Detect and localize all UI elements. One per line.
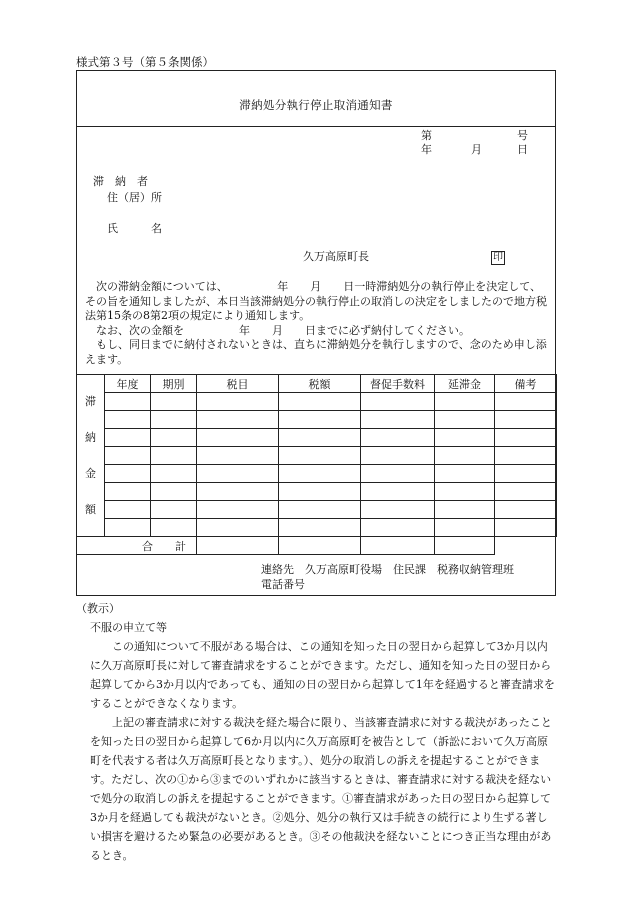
instructions-subheading: 不服の申立て等 bbox=[90, 621, 167, 634]
name-label: 氏 名 bbox=[107, 222, 162, 235]
notice-frame bbox=[76, 70, 556, 596]
instructions-heading: （教示） bbox=[76, 602, 120, 615]
total-remarks bbox=[435, 537, 495, 555]
seal-area bbox=[487, 250, 505, 265]
instructions-paragraph: この通知について不服がある場合は、この通知を知った日の翌日から起算して3か月以内に久万高原町長に対して審査請求をすることができます。ただし、通知を知った日の翌日から起算してから3か月以内であっても、通知の日の翌日から起算して1年を経過すると審査請求をすることができなくなります。 bbox=[90, 640, 555, 710]
table-row bbox=[77, 411, 557, 429]
date-month-label: 月 bbox=[471, 143, 482, 156]
form-label: 様式第３号（第５条関係） bbox=[76, 55, 214, 69]
instructions-paragraph: 上記の審査請求に対する裁決を経た場合に限り、当該審査請求に対する裁決があったことを知った日の翌日から起算して6か月以内に久万高原町を被告として（訴訟において久万高原町を代表する者は久万高原町長となります。）、処分の取消しの訴えを提起することができます。ただし、次の①から③までのいずれかに該当するときは、審査請求に対する裁決を経ないで処分の取消しの訴えを提起することができます。①審査請求があった日の翌日から起算して3か月を経過しても裁決がないとき。②処分、処分の執行又は手続きの続行により生ずる著しい損害を避けるため緊急の必要があるとき。③その他裁決を経ないことにつき正当な理由があるとき。 bbox=[90, 716, 552, 862]
header-late-charge: 延滞金 bbox=[435, 375, 495, 393]
table-total-row bbox=[77, 537, 557, 555]
total-reminder-fee bbox=[279, 537, 361, 555]
table-row bbox=[77, 393, 557, 411]
appeal-instructions bbox=[76, 599, 556, 865]
body-paragraph: 次の滞納金額については、 年 月 日一時滞納処分の執行停止を決定して、その旨を通知しましたが、本日当該滞納処分の執行停止の取消しの決定をしましたので地方税法第15条の8第2項の規定により通知します。 bbox=[85, 280, 547, 322]
arrears-side-label: 滞 納 金 額 bbox=[77, 375, 105, 537]
body-paragraph: なお、次の金額を 年 月 日までに必ず納付してください。 bbox=[85, 323, 470, 337]
number-label: 第 bbox=[421, 129, 432, 142]
title-divider bbox=[77, 126, 555, 127]
table-row bbox=[77, 519, 557, 537]
date-day-label: 日 bbox=[517, 143, 528, 156]
number-suffix: 号 bbox=[517, 129, 528, 142]
table-row bbox=[77, 483, 557, 501]
taxpayer-label: 滞 納 者 bbox=[93, 175, 148, 188]
table-row bbox=[77, 465, 557, 483]
header-year: 年度 bbox=[105, 375, 151, 393]
table-row bbox=[77, 501, 557, 519]
phone-line: 電話番号 bbox=[261, 578, 305, 591]
header-period: 期別 bbox=[151, 375, 197, 393]
total-late-charge bbox=[361, 537, 435, 555]
contact-line: 連絡先 久万高原町役場 住民課 税務収納管理班 bbox=[261, 563, 514, 576]
body-paragraph: もし、同日までに納付されないときは、直ちに滞納処分を執行しますので、念のため申し添えます。 bbox=[85, 338, 547, 366]
header-reminder-fee: 督促手数料 bbox=[361, 375, 435, 393]
notice-body bbox=[85, 280, 551, 367]
arrears-table bbox=[76, 374, 557, 555]
header-tax-item: 税目 bbox=[197, 375, 279, 393]
total-label: 合 計 bbox=[77, 537, 197, 555]
address-label: 住（居）所 bbox=[107, 191, 162, 204]
table-header-row bbox=[77, 375, 557, 393]
seal-mark: 印 bbox=[493, 252, 503, 263]
table-row bbox=[77, 429, 557, 447]
header-tax-amount: 税額 bbox=[279, 375, 361, 393]
table-row bbox=[77, 447, 557, 465]
date-year-label: 年 bbox=[421, 143, 432, 156]
total-tax-amount bbox=[197, 537, 279, 555]
header-remarks: 備考 bbox=[495, 375, 557, 393]
document-title: 滞納処分執行停止取消通知書 bbox=[239, 98, 393, 112]
contact-info bbox=[261, 562, 514, 592]
issuer-name: 久万高原町長 bbox=[303, 250, 369, 263]
